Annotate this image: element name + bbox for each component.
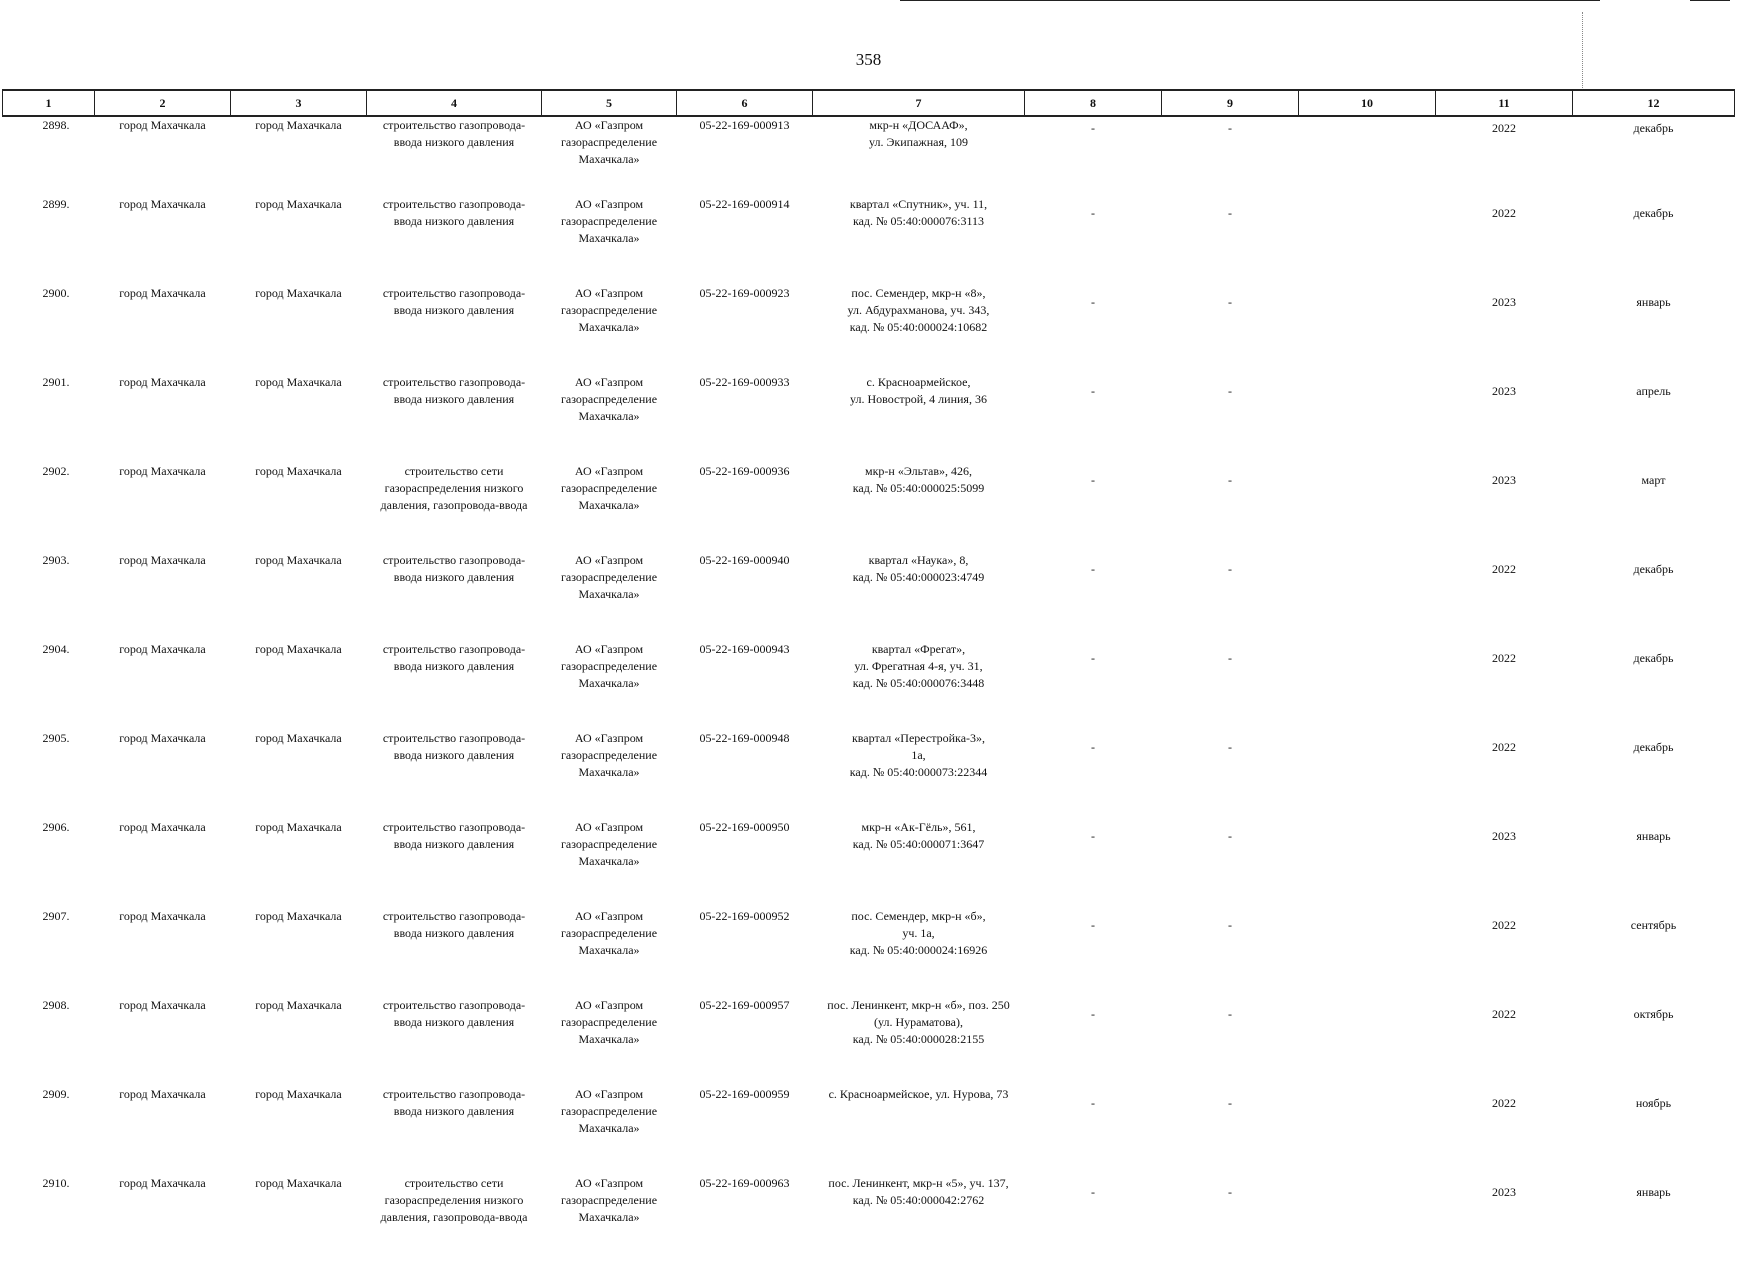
year-cell: 2023 [1492, 384, 1516, 398]
district-cell: город Махачкала [119, 820, 206, 834]
organization-cell-line: Махачкала» [578, 1121, 640, 1135]
work-description-cell [367, 730, 542, 819]
address-cell-line: квартал «Спутник», уч. 11, [849, 197, 988, 211]
settlement-cell: город Махачкала [255, 553, 342, 567]
month-cell: апрель [1636, 384, 1671, 398]
organization-cell-line: Махачкала» [578, 1210, 640, 1224]
district-cell: город Махачкала [119, 375, 206, 389]
table-row [3, 819, 1735, 908]
organization-cell-line: АО «Газпром [574, 464, 644, 478]
row-number: 2905. [42, 731, 70, 745]
month-cell: октябрь [1633, 1007, 1674, 1021]
organization-cell-line: газораспределение [560, 926, 658, 940]
row-number: 2899. [42, 197, 70, 211]
month-cell: сентябрь [1630, 918, 1677, 932]
organization-cell-line: газораспределение [560, 214, 658, 228]
work-description-cell-line: строительство газопровода- [382, 820, 526, 834]
address-cell-line: кад. № 05:40:000024:10682 [849, 320, 988, 334]
table-row [3, 285, 1735, 374]
organization-cell-line: газораспределение [560, 135, 658, 149]
month-cell: январь [1636, 829, 1671, 843]
table-row [3, 641, 1735, 730]
settlement-cell: город Махачкала [255, 286, 342, 300]
work-description-cell-line: строительство газопровода- [382, 286, 526, 300]
work-description-cell [367, 997, 542, 1086]
address-cell-line: ул. Абдурахманова, уч. 343, [847, 303, 990, 317]
work-description-cell [367, 116, 542, 196]
registry-code-cell: 05-22-169-000959 [699, 1087, 790, 1101]
column-8-cell: - [1091, 740, 1095, 754]
settlement-cell: город Махачкала [255, 820, 342, 834]
column-8-cell: - [1091, 384, 1095, 398]
address-cell [813, 116, 1025, 196]
work-description-cell-line: строительство сети [404, 464, 504, 478]
organization-cell-line: газораспределение [560, 1193, 658, 1207]
column-8-cell: - [1091, 829, 1095, 843]
column-10-cell [1299, 997, 1436, 1086]
column-8-cell: - [1091, 121, 1095, 135]
registry-code-cell: 05-22-169-000923 [699, 286, 790, 300]
column-8-cell: - [1091, 1096, 1095, 1110]
address-cell-line: (ул. Нураматова), [874, 1015, 963, 1029]
district-cell: город Махачкала [119, 1087, 206, 1101]
organization-cell [542, 463, 677, 552]
work-description-cell [367, 285, 542, 374]
column-10-cell [1299, 196, 1436, 285]
organization-cell-line: газораспределение [560, 303, 658, 317]
column-9-cell: - [1228, 651, 1232, 665]
district-cell: город Махачкала [119, 998, 206, 1012]
column-8-cell: - [1091, 473, 1095, 487]
district-cell: город Махачкала [119, 909, 206, 923]
table-header [3, 90, 1735, 116]
organization-cell-line: АО «Газпром [574, 286, 644, 300]
address-cell-line: квартал «Фрегат», [871, 642, 966, 656]
work-description-cell-line: строительство газопровода- [382, 553, 526, 567]
column-10-cell [1299, 1175, 1436, 1264]
settlement-cell: город Махачкала [255, 197, 342, 211]
organization-cell-line: газораспределение [560, 1104, 658, 1118]
district-cell: город Махачкала [119, 286, 206, 300]
address-cell-line: пос. Семендер, мкр-н «8», [851, 286, 986, 300]
address-cell-line: с. Красноармейское, [866, 375, 971, 389]
address-cell-line: ул. Новострой, 4 линия, 36 [850, 392, 987, 406]
work-description-cell-line: ввода низкого давления [393, 659, 515, 673]
year-cell: 2023 [1492, 1185, 1516, 1199]
work-description-cell-line: ввода низкого давления [393, 837, 515, 851]
column-header-1: 1 [3, 90, 95, 116]
settlement-cell: город Махачкала [255, 118, 342, 132]
district-cell: город Махачкала [119, 197, 206, 211]
row-number: 2901. [42, 375, 70, 389]
organization-cell-line: Махачкала» [578, 320, 640, 334]
column-10-cell [1299, 819, 1436, 908]
year-cell: 2022 [1492, 651, 1516, 665]
month-cell: декабрь [1633, 740, 1674, 754]
organization-cell-line: Махачкала» [578, 1032, 640, 1046]
month-cell: ноябрь [1635, 1096, 1672, 1110]
table-row [3, 1175, 1735, 1264]
district-cell: город Махачкала [119, 642, 206, 656]
year-cell: 2022 [1492, 206, 1516, 220]
district-cell: город Махачкала [119, 118, 206, 132]
settlement-cell: город Махачкала [255, 1087, 342, 1101]
column-10-cell [1299, 730, 1436, 819]
district-cell: город Махачкала [119, 553, 206, 567]
month-cell: январь [1636, 295, 1671, 309]
column-9-cell: - [1228, 121, 1232, 135]
year-cell: 2023 [1492, 829, 1516, 843]
organization-cell-line: АО «Газпром [574, 998, 644, 1012]
year-cell: 2022 [1492, 1096, 1516, 1110]
column-9-cell: - [1228, 1185, 1232, 1199]
organization-cell [542, 374, 677, 463]
address-cell [813, 374, 1025, 463]
address-cell [813, 463, 1025, 552]
work-description-cell-line: ввода низкого давления [393, 214, 515, 228]
organization-cell [542, 116, 677, 196]
row-number: 2902. [42, 464, 70, 478]
register-table [2, 89, 1735, 1264]
column-10-cell [1299, 285, 1436, 374]
month-cell: январь [1636, 1185, 1671, 1199]
organization-cell-line: АО «Газпром [574, 731, 644, 745]
organization-cell-line: АО «Газпром [574, 1087, 644, 1101]
work-description-cell [367, 908, 542, 997]
organization-cell [542, 997, 677, 1086]
work-description-cell-line: строительство газопровода- [382, 1087, 526, 1101]
column-8-cell: - [1091, 206, 1095, 220]
organization-cell-line: газораспределение [560, 1015, 658, 1029]
address-cell-line: кад. № 05:40:000073:22344 [849, 765, 988, 779]
address-cell-line: кад. № 05:40:000076:3113 [852, 214, 985, 228]
address-cell [813, 285, 1025, 374]
address-cell-line: кад. № 05:40:000025:5099 [852, 481, 985, 495]
work-description-cell [367, 641, 542, 730]
settlement-cell: город Махачкала [255, 642, 342, 656]
column-9-cell: - [1228, 384, 1232, 398]
table-row [3, 116, 1735, 196]
column-8-cell: - [1091, 562, 1095, 576]
address-cell-line: с. Красноармейское, ул. Нурова, 73 [828, 1087, 1009, 1101]
work-description-cell-line: строительство газопровода- [382, 642, 526, 656]
organization-cell-line: Махачкала» [578, 943, 640, 957]
registry-code-cell: 05-22-169-000943 [699, 642, 790, 656]
registry-code-cell: 05-22-169-000957 [699, 998, 790, 1012]
table-row [3, 730, 1735, 819]
page-number: 358 [855, 50, 882, 69]
registry-code-cell: 05-22-169-000936 [699, 464, 790, 478]
organization-cell-line: газораспределение [560, 837, 658, 851]
table-body [3, 116, 1735, 1264]
column-header-11: 11 [1436, 90, 1573, 116]
organization-cell-line: АО «Газпром [574, 197, 644, 211]
address-cell [813, 908, 1025, 997]
work-description-cell-line: ввода низкого давления [393, 1015, 515, 1029]
settlement-cell: город Махачкала [255, 731, 342, 745]
work-description-cell-line: строительство газопровода- [382, 118, 526, 132]
address-cell [813, 730, 1025, 819]
organization-cell [542, 641, 677, 730]
organization-cell-line: АО «Газпром [574, 553, 644, 567]
settlement-cell: город Махачкала [255, 375, 342, 389]
column-8-cell: - [1091, 1185, 1095, 1199]
month-cell: декабрь [1633, 651, 1674, 665]
column-10-cell [1299, 908, 1436, 997]
table-row [3, 908, 1735, 997]
table-row [3, 196, 1735, 285]
column-header-5: 5 [542, 90, 677, 116]
year-cell: 2022 [1492, 918, 1516, 932]
work-description-cell [367, 552, 542, 641]
organization-cell-line: газораспределение [560, 481, 658, 495]
column-10-cell [1299, 1086, 1436, 1175]
work-description-cell-line: ввода низкого давления [393, 926, 515, 940]
organization-cell [542, 819, 677, 908]
settlement-cell: город Махачкала [255, 464, 342, 478]
work-description-cell [367, 463, 542, 552]
row-number: 2910. [42, 1176, 70, 1190]
work-description-cell-line: ввода низкого давления [393, 748, 515, 762]
address-cell-line: квартал «Наука», 8, [868, 553, 969, 567]
column-9-cell: - [1228, 918, 1232, 932]
registry-code-cell: 05-22-169-000933 [699, 375, 790, 389]
address-cell-line: ул. Фрегатная 4-я, уч. 31, [854, 659, 983, 673]
column-9-cell: - [1228, 562, 1232, 576]
settlement-cell: город Махачкала [255, 998, 342, 1012]
column-9-cell: - [1228, 206, 1232, 220]
registry-code-cell: 05-22-169-000952 [699, 909, 790, 923]
address-cell-line: пос. Ленинкент, мкр-н «5», уч. 137, [828, 1176, 1009, 1190]
address-cell [813, 819, 1025, 908]
address-cell-line: мкр-н «Ак-Гёль», 561, [861, 820, 976, 834]
address-cell-line: пос. Ленинкент, мкр-н «б», поз. 250 [827, 998, 1010, 1012]
table-row [3, 463, 1735, 552]
work-description-cell-line: газораспределения низкого [384, 481, 524, 495]
work-description-cell-line: строительство газопровода- [382, 197, 526, 211]
organization-cell [542, 552, 677, 641]
work-description-cell-line: газораспределения низкого [384, 1193, 524, 1207]
address-cell [813, 997, 1025, 1086]
work-description-cell [367, 1175, 542, 1264]
organization-cell-line: Махачкала» [578, 587, 640, 601]
address-cell [813, 1175, 1025, 1264]
settlement-cell: город Махачкала [255, 909, 342, 923]
settlement-cell: город Махачкала [255, 1176, 342, 1190]
registry-code-cell: 05-22-169-000914 [699, 197, 790, 211]
address-cell [813, 552, 1025, 641]
year-cell: 2022 [1492, 121, 1516, 135]
work-description-cell-line: ввода низкого давления [393, 570, 515, 584]
work-description-cell [367, 196, 542, 285]
district-cell: город Махачкала [119, 731, 206, 745]
address-cell-line: квартал «Перестройка-3», [851, 731, 986, 745]
year-cell: 2022 [1492, 740, 1516, 754]
column-9-cell: - [1228, 1007, 1232, 1021]
column-8-cell: - [1091, 295, 1095, 309]
work-description-cell-line: ввода низкого давления [393, 1104, 515, 1118]
address-cell-line: уч. 1а, [902, 926, 935, 940]
work-description-cell-line: строительство газопровода- [382, 731, 526, 745]
organization-cell-line: Махачкала» [578, 854, 640, 868]
work-description-cell [367, 374, 542, 463]
work-description-cell-line: строительство сети [404, 1176, 504, 1190]
row-number: 2900. [42, 286, 70, 300]
organization-cell [542, 196, 677, 285]
address-cell-line: кад. № 05:40:000023:4749 [852, 570, 985, 584]
table-row [3, 552, 1735, 641]
organization-cell [542, 285, 677, 374]
address-cell-line: кад. № 05:40:000024:16926 [849, 943, 988, 957]
row-number: 2904. [42, 642, 70, 656]
organization-cell-line: Махачкала» [578, 498, 640, 512]
organization-cell-line: газораспределение [560, 392, 658, 406]
column-9-cell: - [1228, 740, 1232, 754]
registry-code-cell: 05-22-169-000940 [699, 553, 790, 567]
column-9-cell: - [1228, 295, 1232, 309]
column-9-cell: - [1228, 473, 1232, 487]
column-header-7: 7 [813, 90, 1025, 116]
year-cell: 2023 [1492, 473, 1516, 487]
column-8-cell: - [1091, 651, 1095, 665]
address-cell-line: мкр-н «Эльтав», 426, [865, 464, 972, 478]
column-9-cell: - [1228, 1096, 1232, 1110]
registry-code-cell: 05-22-169-000913 [699, 118, 790, 132]
address-cell-line: 1а, [911, 748, 926, 762]
organization-cell-line: Махачкала» [578, 765, 640, 779]
organization-cell-line: Махачкала» [578, 676, 640, 690]
address-cell-line: пос. Семендер, мкр-н «б», [851, 909, 986, 923]
address-cell-line: мкр-н «ДОСААФ», [869, 118, 968, 132]
year-cell: 2023 [1492, 295, 1516, 309]
year-cell: 2022 [1492, 562, 1516, 576]
address-cell [813, 641, 1025, 730]
organization-cell-line: АО «Газпром [574, 375, 644, 389]
address-cell-line: кад. № 05:40:000071:3647 [852, 837, 985, 851]
month-cell: декабрь [1633, 121, 1674, 135]
organization-cell-line: газораспределение [560, 748, 658, 762]
address-cell-line: кад. № 05:40:000042:2762 [852, 1193, 985, 1207]
year-cell: 2022 [1492, 1007, 1516, 1021]
row-number: 2907. [42, 909, 70, 923]
column-header-6: 6 [677, 90, 813, 116]
top-border-line-right [1690, 0, 1730, 1]
organization-cell-line: Махачкала» [578, 409, 640, 423]
organization-cell-line: АО «Газпром [574, 820, 644, 834]
column-header-2: 2 [95, 90, 231, 116]
column-header-8: 8 [1025, 90, 1162, 116]
column-9-cell: - [1228, 829, 1232, 843]
row-number: 2906. [42, 820, 70, 834]
row-number: 2898. [42, 118, 70, 132]
work-description-cell-line: строительство газопровода- [382, 998, 526, 1012]
registry-code-cell: 05-22-169-000963 [699, 1176, 790, 1190]
organization-cell-line: АО «Газпром [574, 642, 644, 656]
work-description-cell [367, 819, 542, 908]
column-header-10: 10 [1299, 90, 1436, 116]
column-header-4: 4 [367, 90, 542, 116]
organization-cell-line: газораспределение [560, 659, 658, 673]
column-10-cell [1299, 463, 1436, 552]
column-header-12: 12 [1573, 90, 1735, 116]
work-description-cell [367, 1086, 542, 1175]
organization-cell-line: Махачкала» [578, 231, 640, 245]
row-number: 2909. [42, 1087, 70, 1101]
registry-code-cell: 05-22-169-000948 [699, 731, 790, 745]
column-header-9: 9 [1162, 90, 1299, 116]
organization-cell [542, 908, 677, 997]
table-row [3, 1086, 1735, 1175]
month-cell: декабрь [1633, 562, 1674, 576]
month-cell: март [1641, 473, 1666, 487]
work-description-cell-line: строительство газопровода- [382, 909, 526, 923]
row-number: 2908. [42, 998, 70, 1012]
address-cell-line: ул. Экипажная, 109 [869, 135, 968, 149]
work-description-cell-line: ввода низкого давления [393, 135, 515, 149]
column-10-cell [1299, 552, 1436, 641]
work-description-cell-line: давления, газопровода-ввода [380, 1210, 528, 1224]
organization-cell-line: АО «Газпром [574, 1176, 644, 1190]
organization-cell [542, 1175, 677, 1264]
organization-cell-line: Махачкала» [578, 152, 640, 166]
organization-cell-line: газораспределение [560, 570, 658, 584]
work-description-cell-line: давления, газопровода-ввода [380, 498, 528, 512]
column-8-cell: - [1091, 918, 1095, 932]
column-10-cell [1299, 641, 1436, 730]
row-number: 2903. [42, 553, 70, 567]
column-10-cell [1299, 116, 1436, 196]
registry-code-cell: 05-22-169-000950 [699, 820, 790, 834]
organization-cell [542, 730, 677, 819]
organization-cell [542, 1086, 677, 1175]
address-cell [813, 1086, 1025, 1175]
work-description-cell-line: строительство газопровода- [382, 375, 526, 389]
column-10-cell [1299, 374, 1436, 463]
work-description-cell-line: ввода низкого давления [393, 303, 515, 317]
top-border-line [900, 0, 1600, 1]
address-cell [813, 196, 1025, 285]
district-cell: город Махачкала [119, 1176, 206, 1190]
month-cell: декабрь [1633, 206, 1674, 220]
address-cell-line: кад. № 05:40:000076:3448 [852, 676, 985, 690]
organization-cell-line: АО «Газпром [574, 909, 644, 923]
work-description-cell-line: ввода низкого давления [393, 392, 515, 406]
organization-cell-line: АО «Газпром [574, 118, 644, 132]
district-cell: город Махачкала [119, 464, 206, 478]
address-cell-line: кад. № 05:40:000028:2155 [852, 1032, 985, 1046]
column-header-3: 3 [231, 90, 367, 116]
table-row [3, 374, 1735, 463]
table-row [3, 997, 1735, 1086]
column-8-cell: - [1091, 1007, 1095, 1021]
